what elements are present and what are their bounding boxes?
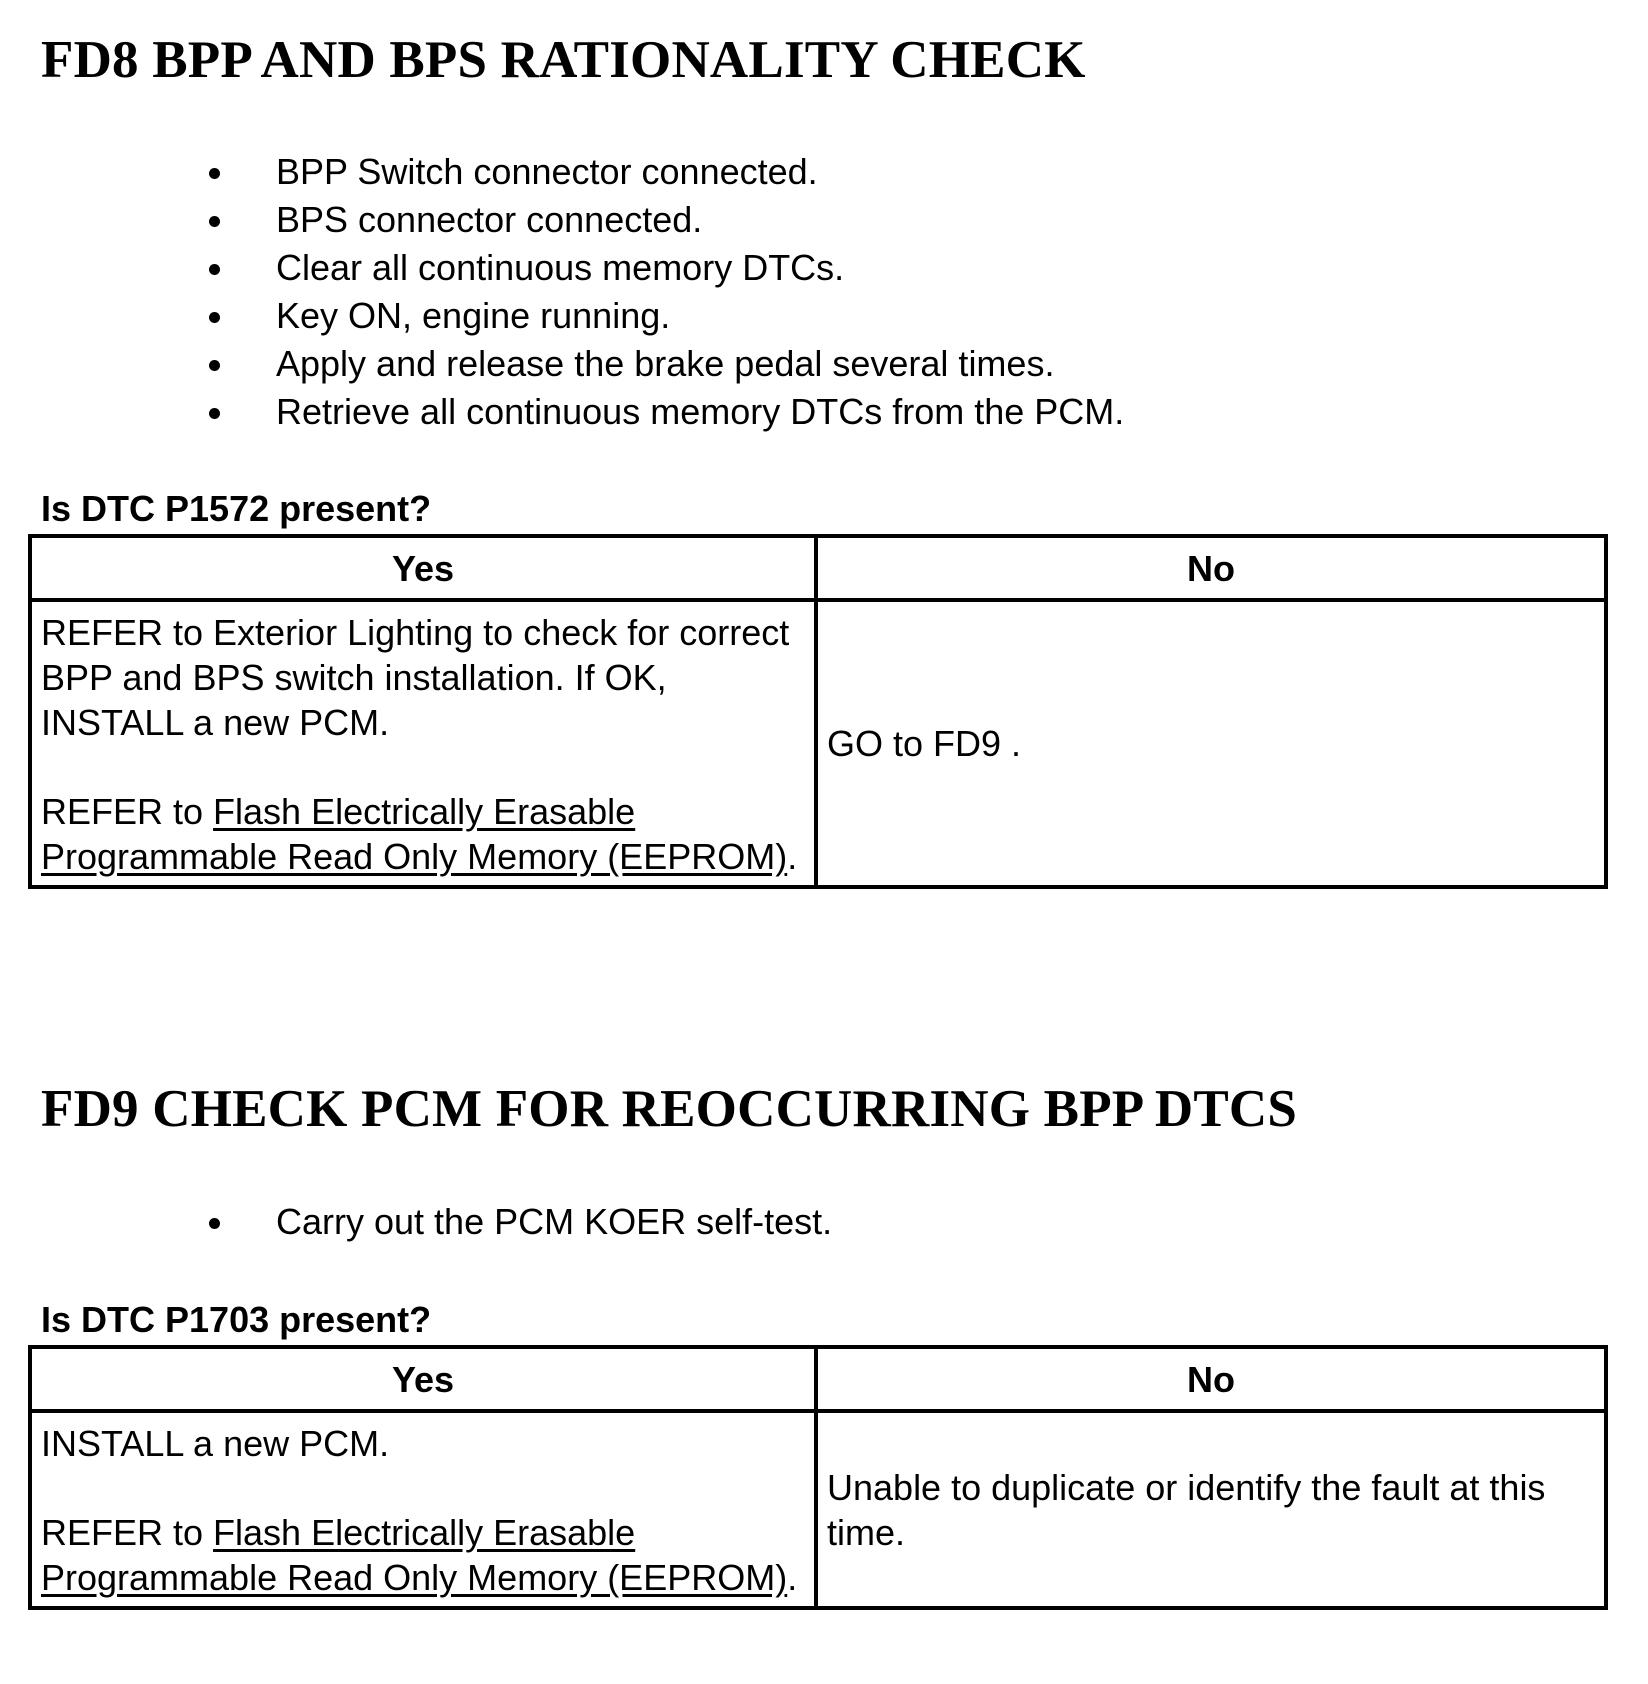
section-heading-fd9: FD9 CHECK PCM FOR REOCCURRING BPP DTCS	[41, 1080, 1298, 1138]
decision-table-row	[30, 1411, 1606, 1608]
no-action-cell	[816, 600, 1606, 887]
decision-table-header-row	[30, 536, 1606, 600]
no-action-cell	[816, 1411, 1606, 1608]
decision-table-fd8	[28, 534, 1608, 889]
procedure-step: Clear all continuous memory DTCs.	[200, 244, 1124, 292]
yes-refer	[41, 1510, 805, 1600]
eeprom-procedure-link[interactable]: Flash Electrically Erasable Programmable Read Only Memory (EEPROM)	[41, 791, 788, 877]
refer-prefix: REFER to	[41, 791, 214, 832]
question-fd8: Is DTC P1572 present?	[41, 488, 432, 529]
procedure-steps-fd9	[200, 1198, 832, 1246]
refer-suffix: .	[787, 1557, 798, 1598]
yes-instruction: INSTALL a new PCM.	[41, 1423, 390, 1464]
yes-action-cell	[30, 1411, 816, 1608]
procedure-step: Retrieve all continuous memory DTCs from the PCM.	[200, 388, 1124, 436]
refer-suffix: .	[787, 836, 798, 877]
yes-action-cell	[30, 600, 816, 887]
refer-prefix: REFER to	[41, 1512, 214, 1553]
procedure-step: Apply and release the brake pedal several times.	[200, 340, 1124, 388]
yes-refer	[41, 789, 805, 879]
decision-table-fd9	[28, 1345, 1608, 1610]
no-header: No	[816, 536, 1606, 600]
procedure-step: BPS connector connected.	[200, 196, 1124, 244]
yes-header: Yes	[30, 1347, 816, 1411]
yes-instruction: REFER to Exterior Lighting to check for correct BPP and BPS switch installation. If OK, INSTALL a new PCM.	[41, 612, 790, 743]
eeprom-procedure-link[interactable]: Flash Electrically Erasable Programmable Read Only Memory (EEPROM)	[41, 1512, 788, 1598]
section-heading-fd8: FD8 BPP AND BPS RATIONALITY CHECK	[41, 31, 1086, 89]
no-instruction: Unable to duplicate or identify the fault at this time.	[827, 1466, 1546, 1553]
procedure-steps-fd8	[200, 148, 1124, 436]
decision-table-header-row	[30, 1347, 1606, 1411]
question-fd9: Is DTC P1703 present?	[41, 1299, 432, 1340]
procedure-step: Key ON, engine running.	[200, 292, 1124, 340]
procedure-step: Carry out the PCM KOER self-test.	[200, 1198, 832, 1246]
yes-header: Yes	[30, 536, 816, 600]
no-instruction: GO to FD9 .	[827, 723, 1022, 764]
procedure-step: BPP Switch connector connected.	[200, 148, 1124, 196]
decision-table-row	[30, 600, 1606, 887]
no-header: No	[816, 1347, 1606, 1411]
